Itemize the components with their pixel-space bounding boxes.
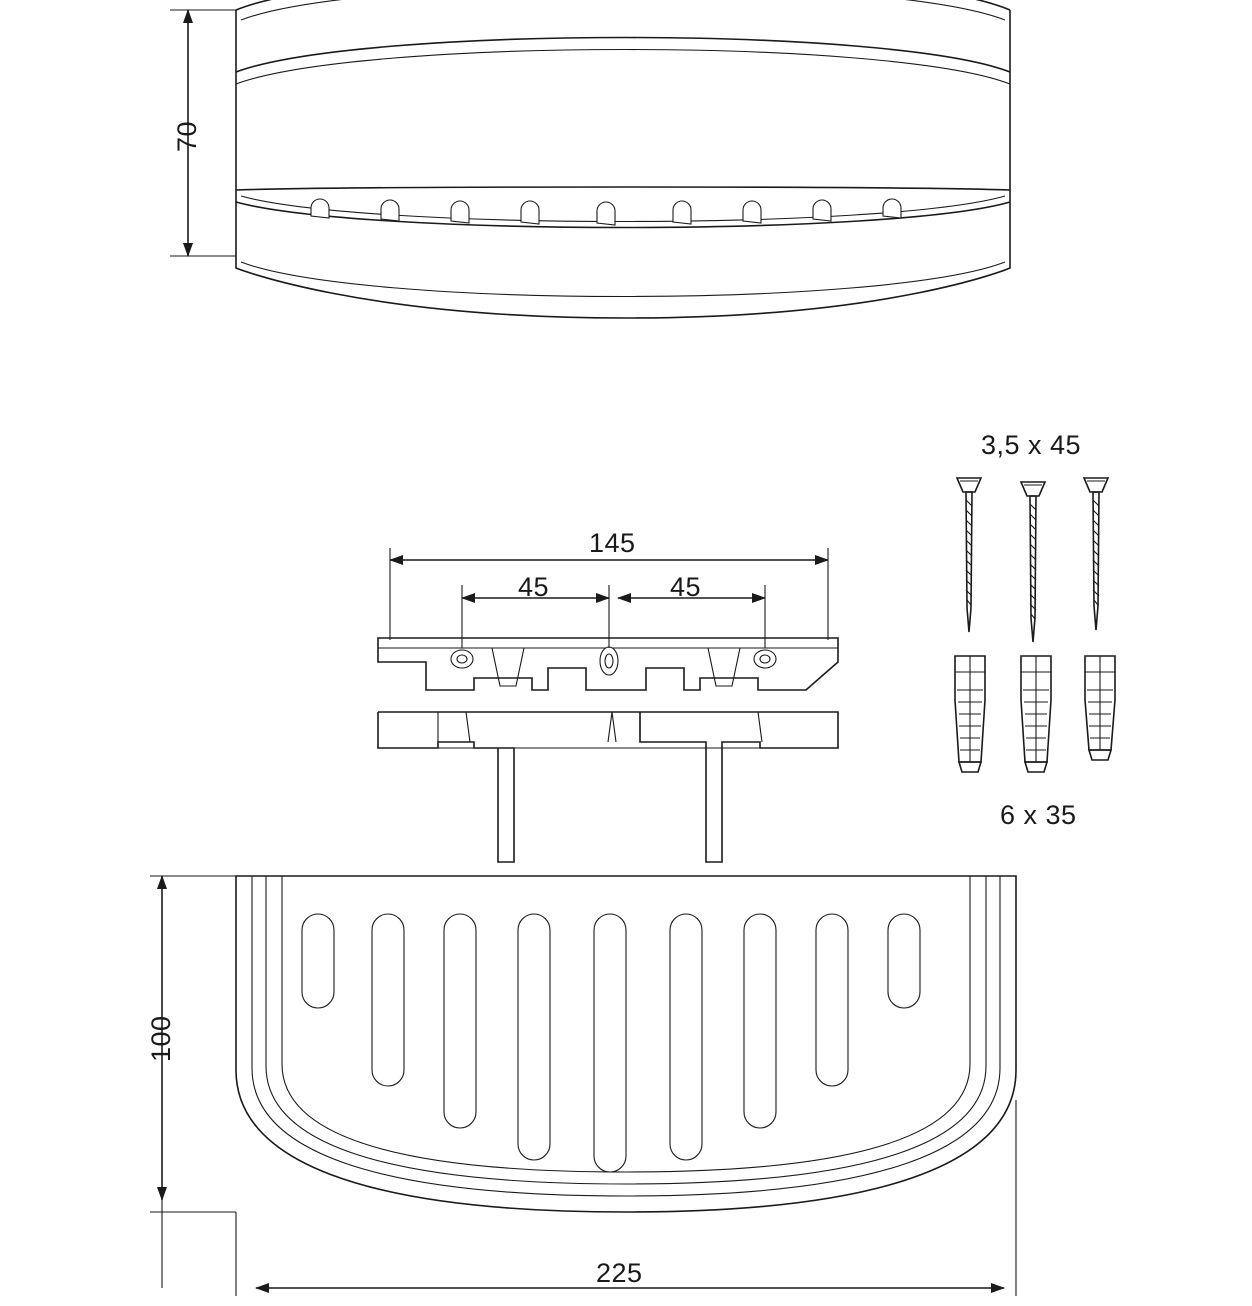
dimension-label-45-right: 45 [670, 572, 702, 602]
top-view [236, 876, 1016, 1212]
screw-size-label: 3,5 x 45 [981, 430, 1082, 460]
anchor-3 [1085, 656, 1115, 760]
anchors-group [955, 656, 1115, 772]
screw-2 [1021, 482, 1045, 642]
dimension-label-100: 100 [146, 1015, 176, 1062]
dimension-label-225: 225 [596, 1258, 643, 1288]
anchor-size-label: 6 x 35 [1000, 800, 1077, 830]
dimension-100 [150, 876, 236, 1288]
bracket-view [378, 638, 838, 862]
screw-1 [957, 478, 981, 632]
anchor-1 [955, 656, 985, 772]
dimension-label-45-left: 45 [518, 572, 550, 602]
screws-group [957, 478, 1108, 642]
dimension-label-145: 145 [589, 528, 636, 558]
dimension-label-70: 70 [172, 120, 202, 152]
anchor-2 [1021, 656, 1051, 772]
front-view [236, 0, 1010, 318]
screw-3 [1084, 478, 1108, 630]
